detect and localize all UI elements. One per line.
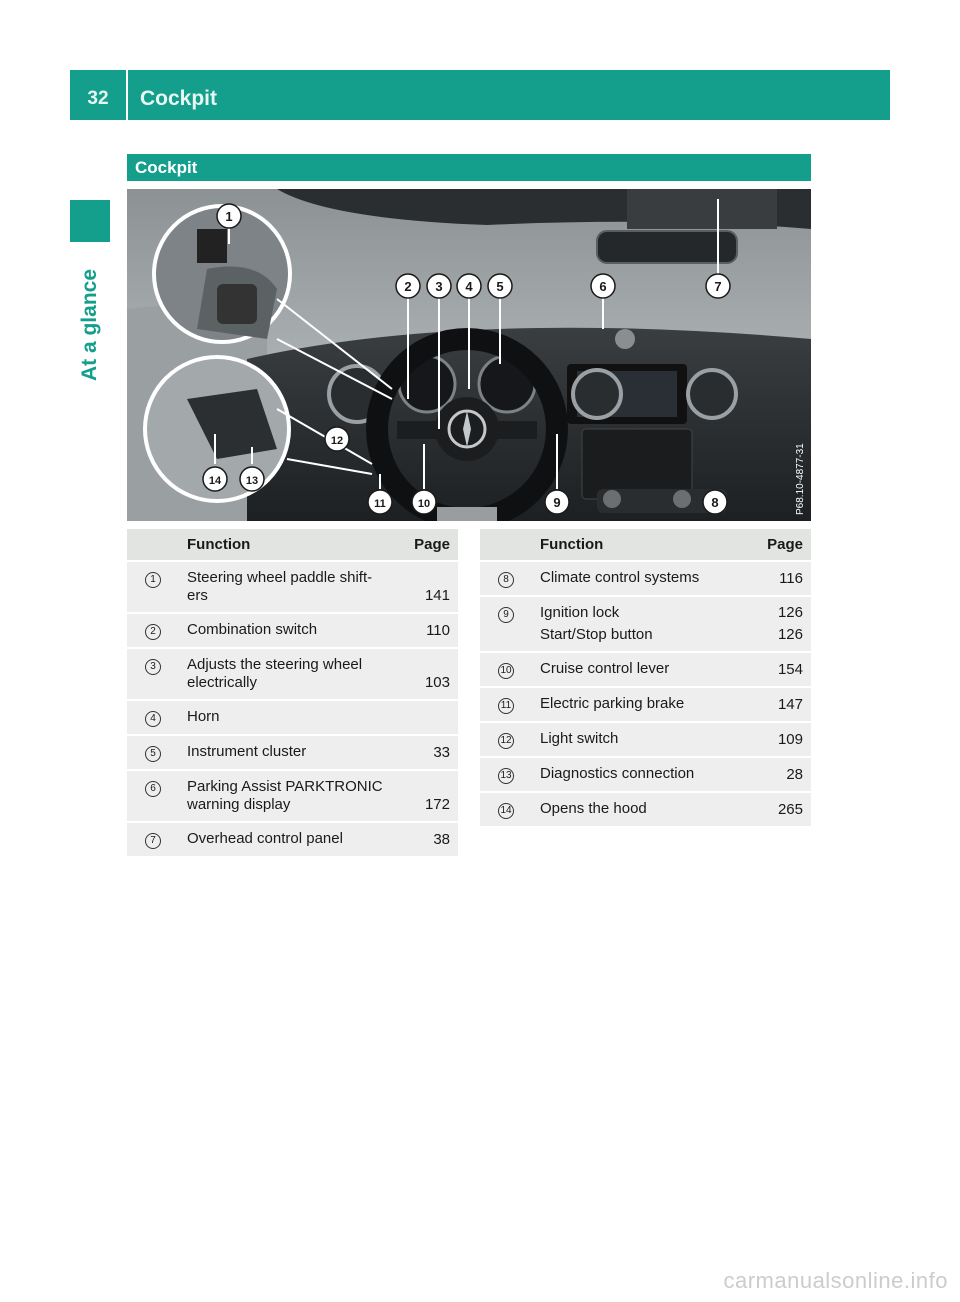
row-number: 6 [145, 781, 161, 797]
callout-7: 7 [714, 279, 722, 294]
row-page: 141 [403, 561, 458, 613]
callout-6: 6 [599, 279, 607, 294]
row-number: 13 [498, 768, 514, 784]
callout-10: 10 [417, 498, 431, 510]
callout-12: 12 [330, 435, 344, 447]
callout-9: 9 [553, 495, 561, 510]
callout-1: 1 [225, 209, 233, 224]
callout-4: 4 [465, 279, 473, 294]
table-row [480, 652, 811, 687]
row-page: 33 [403, 735, 458, 770]
row-function: Horn [187, 708, 220, 725]
row-function: Diagnostics connection [540, 765, 695, 782]
table-row [127, 561, 458, 613]
row-function: Parking Assist PARKTRONIC [187, 778, 383, 795]
table-row [127, 822, 458, 856]
row-page: 103 [403, 648, 458, 700]
row-number: 11 [498, 698, 514, 714]
row-page: 110 [403, 613, 458, 648]
function-table-right [480, 529, 811, 826]
row-function: Instrument cluster [187, 743, 307, 760]
row-function: Steering wheel paddle shift- [187, 569, 373, 586]
callout-2: 2 [404, 279, 412, 294]
row-number: 4 [145, 711, 161, 727]
row-number: 14 [498, 803, 514, 819]
chapter-title: Cockpit [140, 87, 218, 110]
table-row [480, 722, 811, 757]
row-page-2: 126 [777, 626, 803, 643]
row-page: 172 [403, 770, 458, 822]
row-function: Adjusts the steering wheel [187, 656, 363, 673]
row-number: 12 [498, 733, 514, 749]
row-number: 5 [145, 746, 161, 762]
row-function: Overhead control panel [187, 830, 343, 847]
row-function: Ignition lock [540, 604, 620, 621]
table-header-function: Function [532, 529, 747, 561]
row-page: 109 [747, 722, 811, 757]
sidebar-tab-marker [70, 200, 110, 242]
row-function: Light switch [540, 730, 619, 747]
table-header-num [127, 529, 179, 561]
row-number: 1 [145, 572, 161, 588]
sidebar-label-text: At a glance [78, 268, 101, 382]
callout-3: 3 [435, 279, 443, 294]
site-watermark: carmanualsonline.info [723, 1268, 948, 1293]
page-number: 32 [87, 88, 109, 109]
row-number: 9 [498, 607, 514, 623]
row-function: Opens the hood [540, 800, 647, 817]
table-header-page: Page [403, 529, 458, 561]
row-function: Climate control systems [540, 569, 700, 586]
row-number: 8 [498, 572, 514, 588]
row-page: 28 [747, 757, 811, 792]
row-function-cont: electrically [187, 674, 258, 691]
table-header-num [480, 529, 532, 561]
row-page: 154 [747, 652, 811, 687]
callout-11: 11 [374, 498, 386, 510]
row-page: 265 [747, 792, 811, 826]
callout-14: 14 [208, 475, 222, 487]
row-number: 3 [145, 659, 161, 675]
table-header-function: Function [179, 529, 403, 561]
row-number: 2 [145, 624, 161, 640]
table-row [480, 757, 811, 792]
row-page: 126 [777, 604, 803, 621]
table-row [480, 792, 811, 826]
table-row [480, 596, 811, 652]
row-number: 10 [498, 663, 514, 679]
callout-5: 5 [496, 279, 504, 294]
row-function-cont: ers [187, 587, 208, 604]
table-row [127, 770, 458, 822]
row-function: Cruise control lever [540, 660, 670, 677]
sidebar-section-label [70, 250, 110, 400]
row-function-cont: warning display [187, 796, 291, 813]
row-page: 38 [403, 822, 458, 856]
table-row [127, 648, 458, 700]
row-function: Electric parking brake [540, 695, 685, 712]
row-page: 116 [747, 561, 811, 596]
row-function: Combination switch [187, 621, 318, 638]
cockpit-photo [127, 189, 811, 521]
row-page: 147 [747, 687, 811, 722]
page-header-bar [70, 70, 890, 120]
table-row [480, 561, 811, 596]
function-table-left [127, 529, 458, 856]
callout-13: 13 [245, 475, 259, 487]
table-row [127, 700, 458, 735]
table-header-page: Page [747, 529, 811, 561]
header-divider [126, 70, 128, 120]
figure-code: P68.10-4877-31 [795, 443, 806, 515]
table-row [127, 735, 458, 770]
table-row [480, 687, 811, 722]
table-row [127, 613, 458, 648]
callout-8: 8 [711, 495, 719, 510]
section-title: Cockpit [127, 154, 811, 181]
row-function-cont: Start/Stop button [540, 626, 653, 643]
row-page [403, 700, 458, 735]
row-number: 7 [145, 833, 161, 849]
